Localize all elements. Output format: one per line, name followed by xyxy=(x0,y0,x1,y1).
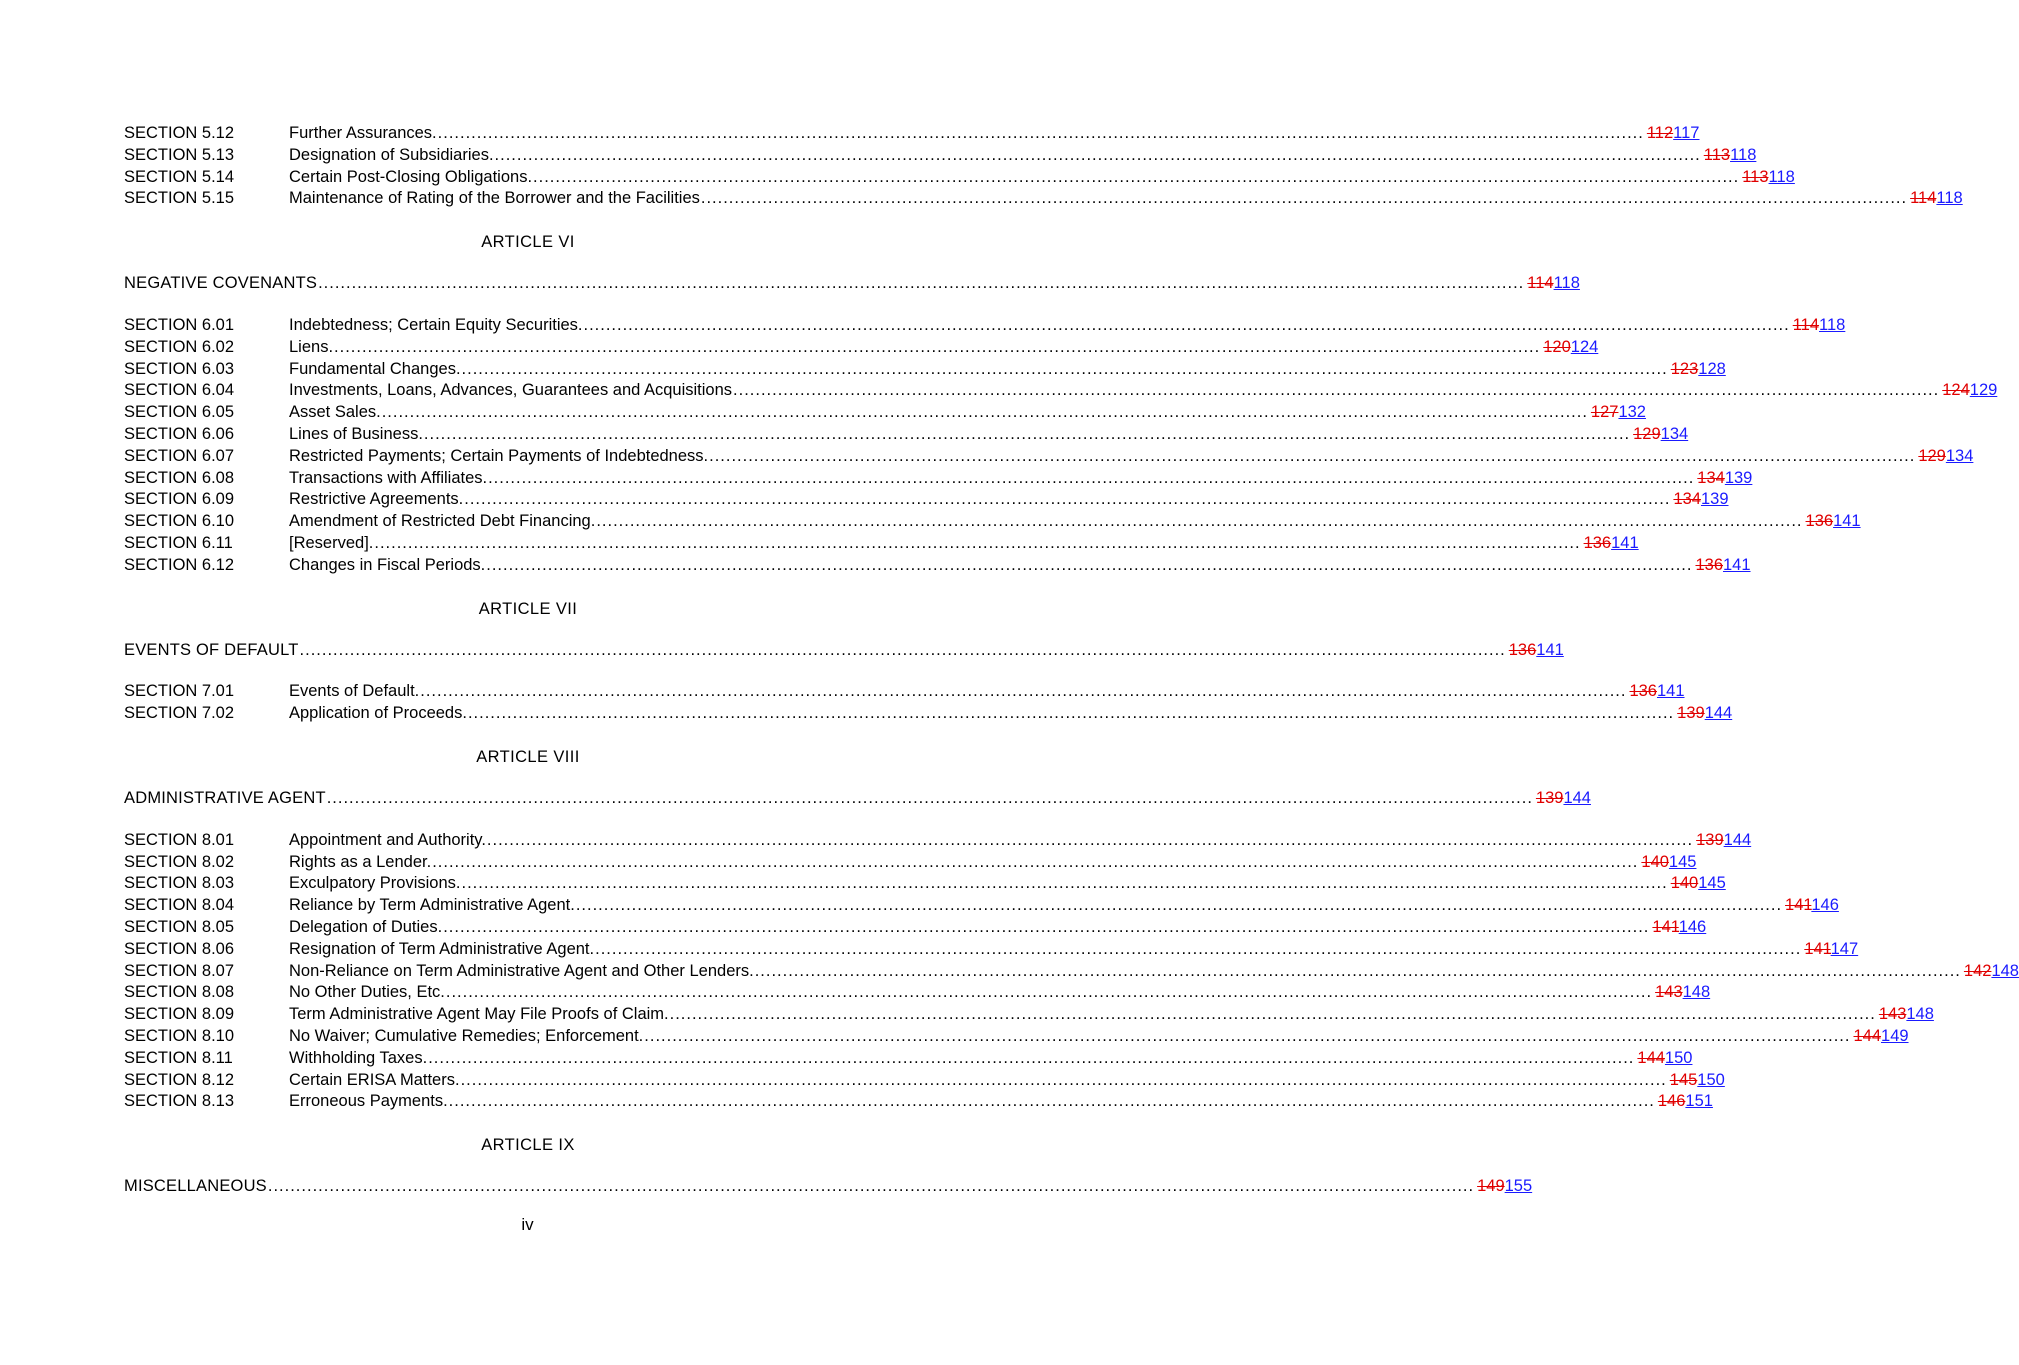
toc-entry[interactable] xyxy=(124,446,1974,469)
article-label: ARTICLE VIII xyxy=(476,747,580,766)
dot-leader xyxy=(446,983,1652,1002)
dot-leader xyxy=(268,1177,1474,1196)
dot-leader xyxy=(462,360,1668,379)
inserted-page-number-link[interactable]: 145 xyxy=(1698,874,1726,893)
spacer xyxy=(124,620,932,641)
deleted-page-number: 140 xyxy=(1670,874,1699,893)
section-number: SECTION 7.01 xyxy=(124,682,235,701)
dot-leader xyxy=(709,447,1915,466)
section-number: SECTION 8.08 xyxy=(124,983,235,1002)
spacer xyxy=(124,1114,932,1134)
dot-leader xyxy=(595,940,1801,959)
deleted-page-number: 127 xyxy=(1590,403,1619,422)
dot-leader xyxy=(487,831,1693,850)
section-title: Maintenance of Rating of the Borrower and the Facilities xyxy=(289,189,700,208)
dot-leader xyxy=(670,1005,1876,1024)
page-reference[interactable] xyxy=(1591,403,1646,422)
dot-leader xyxy=(486,556,1692,575)
dot-leader xyxy=(334,338,1540,357)
page-reference[interactable] xyxy=(1785,896,1839,915)
section-title: No Other Duties, Etc. xyxy=(289,983,445,1002)
inserted-page-number-link[interactable]: 155 xyxy=(1504,1177,1533,1196)
deleted-page-number: 143 xyxy=(1878,1005,1907,1024)
article-heading-entry[interactable] xyxy=(124,788,1591,811)
toc-entry[interactable] xyxy=(124,359,1726,382)
page-reference[interactable] xyxy=(1964,962,2019,981)
dot-leader xyxy=(428,1049,1634,1068)
page-reference[interactable] xyxy=(1742,168,1795,187)
toc-entry[interactable] xyxy=(124,852,1697,875)
section-title: Exculpatory Provisions. xyxy=(289,874,461,893)
deleted-page-number: 134 xyxy=(1673,490,1701,509)
spacer xyxy=(124,578,932,598)
page-reference[interactable] xyxy=(1509,641,1564,660)
inserted-page-number-link[interactable]: 141 xyxy=(1536,640,1564,659)
inserted-page-number-link[interactable]: 117 xyxy=(1673,124,1700,142)
deleted-page-number: 124 xyxy=(1942,381,1970,400)
section-title: Rights as a Lender. xyxy=(289,852,432,871)
deleted-page-number: 129 xyxy=(1633,424,1661,443)
page-reference[interactable] xyxy=(1697,469,1752,488)
toc-entry[interactable] xyxy=(124,145,1757,168)
toc-entry[interactable] xyxy=(124,1048,1693,1071)
inserted-page-number-link[interactable]: 151 xyxy=(1685,1092,1713,1111)
toc-entry[interactable] xyxy=(124,939,1859,962)
inserted-page-number-link[interactable]: 145 xyxy=(1668,852,1697,871)
deleted-page-number: 123 xyxy=(1670,359,1699,378)
deleted-page-number: 139 xyxy=(1696,830,1724,849)
section-number: SECTION 6.07 xyxy=(124,446,235,465)
section-number: SECTION 6.11 xyxy=(124,533,233,552)
deleted-page-number: 141 xyxy=(1785,896,1812,915)
section-number: SECTION 7.02 xyxy=(124,704,235,723)
deleted-page-number: 140 xyxy=(1641,852,1669,871)
inserted-page-number-link[interactable]: 141 xyxy=(1723,555,1751,574)
section-title: Restricted Payments; Certain Payments of Indebtedness. xyxy=(289,446,709,465)
section-number: SECTION 6.06 xyxy=(124,424,235,443)
page-reference[interactable] xyxy=(1696,831,1751,850)
article-heading-entry[interactable] xyxy=(124,274,1580,296)
inserted-page-number-link[interactable]: 132 xyxy=(1618,403,1646,422)
deleted-page-number: 136 xyxy=(1508,640,1537,659)
spacer xyxy=(124,1156,932,1177)
section-title: Changes in Fiscal Periods. xyxy=(289,555,486,574)
page-reference[interactable] xyxy=(1655,983,1710,1002)
section-title: Amendment of Restricted Debt Financing. xyxy=(289,512,596,531)
inserted-page-number-link[interactable]: 118 xyxy=(1936,189,1963,208)
toc-entry[interactable] xyxy=(124,1092,1713,1114)
page-reference[interactable] xyxy=(1629,682,1684,701)
section-number: SECTION 6.12 xyxy=(124,555,235,574)
dot-leader xyxy=(461,1071,1667,1090)
section-number: SECTION 8.04 xyxy=(124,896,235,915)
deleted-page-number: 129 xyxy=(1918,446,1946,465)
section-title: Indebtedness; Certain Equity Securities. xyxy=(289,315,583,334)
section-number: SECTION 5.14 xyxy=(124,167,235,186)
toc-entry[interactable] xyxy=(124,167,1795,190)
inserted-page-number-link[interactable]: 144 xyxy=(1723,830,1752,849)
toc-entry[interactable] xyxy=(124,983,1711,1005)
inserted-page-number-link[interactable]: 118 xyxy=(1730,145,1757,164)
spacer xyxy=(124,768,932,789)
spacer xyxy=(124,253,932,274)
deleted-page-number: 113 xyxy=(1703,145,1731,164)
page-number: iv xyxy=(521,1215,534,1234)
toc-entry[interactable] xyxy=(124,124,1700,146)
section-number: SECTION 6.09 xyxy=(124,490,235,509)
dot-leader xyxy=(327,789,1533,808)
dot-leader xyxy=(300,641,1506,660)
inserted-page-number-link[interactable]: 128 xyxy=(1698,359,1726,378)
page-reference[interactable] xyxy=(1671,874,1726,893)
page-reference[interactable] xyxy=(1641,853,1696,872)
inserted-page-number-link[interactable]: 149 xyxy=(1881,1026,1909,1045)
section-number: SECTION 8.03 xyxy=(124,874,235,893)
dot-leader xyxy=(424,425,1630,444)
inserted-page-number-link[interactable]: 144 xyxy=(1704,704,1733,723)
inserted-page-number-link[interactable]: 139 xyxy=(1724,468,1753,487)
article-title: ADMINISTRATIVE AGENT xyxy=(124,788,326,807)
toc-entry[interactable] xyxy=(124,704,1733,726)
section-number: SECTION 6.02 xyxy=(124,337,235,356)
page-reference[interactable] xyxy=(1804,940,1858,959)
deleted-page-number: 136 xyxy=(1695,555,1723,574)
page-reference[interactable] xyxy=(1918,447,1973,466)
toc-entry[interactable] xyxy=(124,917,1707,940)
section-number: SECTION 5.12 xyxy=(124,124,235,142)
section-title: Certain Post-Closing Obligations. xyxy=(289,167,533,186)
dot-leader xyxy=(464,490,1670,509)
section-title: Withholding Taxes. xyxy=(289,1048,428,1067)
article-title: EVENTS OF DEFAULT xyxy=(124,640,299,659)
dot-leader xyxy=(576,896,1782,915)
section-number: SECTION 6.10 xyxy=(124,512,235,531)
section-title: Delegation of Duties. xyxy=(289,917,443,936)
section-number: SECTION 5.13 xyxy=(124,145,235,164)
inserted-page-number-link[interactable]: 134 xyxy=(1660,424,1689,443)
inserted-page-number-link[interactable]: 148 xyxy=(1682,983,1711,1002)
toc-entry[interactable] xyxy=(124,381,1998,403)
section-number: SECTION 8.07 xyxy=(124,961,235,980)
page-reference[interactable] xyxy=(1647,124,1700,143)
section-number: SECTION 8.09 xyxy=(124,1005,235,1024)
deleted-page-number: 120 xyxy=(1543,337,1571,356)
inserted-page-number-link[interactable]: 139 xyxy=(1700,490,1729,509)
section-title: Fundamental Changes. xyxy=(289,359,461,378)
deleted-page-number: 141 xyxy=(1652,917,1679,936)
deleted-page-number: 114 xyxy=(1527,274,1554,293)
section-number: SECTION 6.05 xyxy=(124,403,235,422)
inserted-page-number-link[interactable]: 148 xyxy=(1906,1005,1934,1024)
toc-entry[interactable] xyxy=(124,533,1639,556)
section-title: Further Assurances. xyxy=(289,124,437,142)
dot-leader xyxy=(488,469,1694,488)
toc-entry[interactable] xyxy=(124,1026,1909,1049)
inserted-page-number-link[interactable]: 118 xyxy=(1553,274,1580,293)
section-number: SECTION 8.12 xyxy=(124,1070,235,1089)
page-reference[interactable] xyxy=(1806,512,1861,531)
toc-entry[interactable] xyxy=(124,189,1963,211)
spacer xyxy=(124,211,932,231)
dot-leader xyxy=(533,168,1739,187)
article-label: ARTICLE VII xyxy=(478,599,578,618)
deleted-page-number: 146 xyxy=(1657,1092,1686,1111)
deleted-page-number: 149 xyxy=(1477,1177,1505,1196)
page-reference[interactable] xyxy=(1670,1071,1725,1090)
toc-entry[interactable] xyxy=(124,468,1753,491)
section-title: No Waiver; Cumulative Remedies; Enforcement. xyxy=(289,1026,644,1045)
spacer xyxy=(124,662,932,682)
section-number: SECTION 8.05 xyxy=(124,917,235,936)
article-heading-entry[interactable] xyxy=(124,1177,1533,1199)
page-reference[interactable] xyxy=(1793,316,1846,335)
dot-leader xyxy=(462,874,1668,893)
table-of-contents xyxy=(124,124,2019,1199)
toc-entry[interactable] xyxy=(124,682,1685,704)
dot-leader xyxy=(701,189,1907,208)
inserted-page-number-link[interactable]: 148 xyxy=(1991,961,2019,980)
section-title: Restrictive Agreements. xyxy=(289,490,464,509)
inserted-page-number-link[interactable]: 144 xyxy=(1563,788,1591,807)
page-reference[interactable] xyxy=(1652,918,1706,937)
page-reference[interactable] xyxy=(1477,1177,1532,1196)
inserted-page-number-link[interactable]: 141 xyxy=(1833,512,1861,531)
section-title: Lines of Business. xyxy=(289,424,423,443)
section-number: SECTION 8.06 xyxy=(124,939,235,958)
toc-entry[interactable] xyxy=(124,896,1839,918)
inserted-page-number-link[interactable]: 141 xyxy=(1656,682,1685,701)
page-reference[interactable] xyxy=(1543,338,1598,357)
page-reference[interactable] xyxy=(1677,704,1732,723)
article-label: ARTICLE VI xyxy=(481,233,575,252)
section-number: SECTION 6.03 xyxy=(124,359,235,378)
deleted-page-number: 145 xyxy=(1669,1070,1698,1089)
spacer xyxy=(124,296,932,316)
section-title: Events of Default. xyxy=(289,682,420,701)
page-reference[interactable] xyxy=(1527,274,1580,293)
section-title: [Reserved]. xyxy=(289,533,374,552)
page-reference[interactable] xyxy=(1637,1049,1692,1068)
page-reference[interactable] xyxy=(1673,490,1728,509)
inserted-page-number-link[interactable]: 124 xyxy=(1570,337,1599,356)
inserted-page-number-link[interactable]: 150 xyxy=(1697,1070,1725,1089)
section-title: Liens. xyxy=(289,337,334,356)
article-title: MISCELLANEOUS xyxy=(124,1177,267,1196)
deleted-page-number: 112 xyxy=(1646,124,1674,142)
toc-entry[interactable] xyxy=(124,337,1599,360)
deleted-page-number: 136 xyxy=(1583,533,1612,552)
section-number: SECTION 8.11 xyxy=(124,1048,233,1067)
section-title: Term Administrative Agent May File Proofs of Claim. xyxy=(289,1005,669,1024)
section-title: Erroneous Payments. xyxy=(289,1092,448,1111)
deleted-page-number: 136 xyxy=(1629,682,1657,701)
section-title: Asset Sales. xyxy=(289,403,381,422)
page-reference[interactable] xyxy=(1695,556,1750,575)
inserted-page-number-link[interactable]: 150 xyxy=(1664,1048,1693,1067)
deleted-page-number: 134 xyxy=(1697,468,1725,487)
deleted-page-number: 144 xyxy=(1853,1026,1882,1045)
dot-leader xyxy=(733,381,1939,400)
section-title: Designation of Subsidiaries. xyxy=(289,145,494,164)
inserted-page-number-link[interactable]: 129 xyxy=(1969,381,1998,400)
deleted-page-number: 144 xyxy=(1637,1048,1665,1067)
dot-leader xyxy=(438,124,1644,143)
toc-entry[interactable] xyxy=(124,315,1846,338)
page-reference[interactable] xyxy=(1658,1092,1713,1111)
section-title: Appointment and Authority. xyxy=(289,830,486,849)
inserted-page-number-link[interactable]: 146 xyxy=(1811,896,1839,915)
section-number: SECTION 8.01 xyxy=(124,830,235,849)
dot-leader xyxy=(318,274,1524,293)
toc-entry[interactable] xyxy=(124,555,1751,578)
deleted-page-number: 136 xyxy=(1805,512,1834,531)
spacer xyxy=(124,811,932,831)
article-title: NEGATIVE COVENANTS xyxy=(124,274,318,293)
section-title: Reliance by Term Administrative Agent. xyxy=(289,896,575,915)
section-number: SECTION 6.08 xyxy=(124,468,235,487)
toc-entry[interactable] xyxy=(124,512,1861,534)
section-number: SECTION 5.15 xyxy=(124,189,235,208)
deleted-page-number: 114 xyxy=(1910,189,1937,208)
deleted-page-number: 113 xyxy=(1742,167,1769,186)
page-reference[interactable] xyxy=(1704,146,1757,165)
article-heading-entry[interactable] xyxy=(124,640,1564,663)
toc-entry[interactable] xyxy=(124,961,2019,984)
inserted-page-number-link[interactable]: 141 xyxy=(1611,533,1639,552)
section-number: SECTION 8.10 xyxy=(124,1026,235,1045)
page-reference[interactable] xyxy=(1536,789,1591,808)
toc-entry[interactable] xyxy=(124,1005,1934,1027)
dot-leader xyxy=(449,1092,1655,1111)
section-title: Transactions with Affiliates. xyxy=(289,468,488,487)
toc-entry[interactable] xyxy=(124,490,1729,512)
page-reference[interactable] xyxy=(1879,1005,1934,1024)
article-label: ARTICLE IX xyxy=(481,1136,575,1155)
section-number: SECTION 8.13 xyxy=(124,1092,235,1111)
page-reference[interactable] xyxy=(1942,381,1997,400)
deleted-page-number: 139 xyxy=(1535,788,1564,807)
toc-entry[interactable] xyxy=(124,424,1689,447)
deleted-page-number: 142 xyxy=(1963,961,1992,980)
deleted-page-number: 139 xyxy=(1677,704,1705,723)
section-number: SECTION 6.04 xyxy=(124,381,235,400)
deleted-page-number: 114 xyxy=(1792,315,1820,334)
toc-entry[interactable] xyxy=(124,874,1726,896)
toc-entry[interactable] xyxy=(124,403,1646,425)
spacer xyxy=(124,726,932,746)
page-reference[interactable] xyxy=(1633,425,1688,444)
section-title: Resignation of Term Administrative Agent. xyxy=(289,939,595,958)
toc-entry[interactable] xyxy=(124,830,1752,853)
dot-leader xyxy=(495,146,1701,165)
page-reference[interactable] xyxy=(1910,189,1963,208)
section-title: Application of Proceeds. xyxy=(289,704,467,723)
dot-leader xyxy=(432,853,1638,872)
dot-leader xyxy=(382,403,1588,422)
dot-leader xyxy=(443,918,1649,937)
toc-entry[interactable] xyxy=(124,1070,1725,1093)
inserted-page-number-link[interactable]: 146 xyxy=(1678,917,1707,936)
page-reference[interactable] xyxy=(1671,360,1726,379)
section-title: Certain ERISA Matters. xyxy=(289,1070,460,1089)
inserted-page-number-link[interactable]: 118 xyxy=(1768,167,1795,186)
dot-leader xyxy=(584,316,1790,335)
page-reference[interactable] xyxy=(1853,1027,1908,1046)
dot-leader xyxy=(420,682,1626,701)
inserted-page-number-link[interactable]: 118 xyxy=(1819,315,1846,334)
deleted-page-number: 143 xyxy=(1655,983,1683,1002)
dot-leader xyxy=(755,962,1961,981)
section-title: Non-Reliance on Term Administrative Agent and Other Lenders. xyxy=(289,961,754,980)
section-title: Investments, Loans, Advances, Guarantees and Acquisitions xyxy=(289,381,733,400)
page-reference[interactable] xyxy=(1584,534,1639,553)
section-number: SECTION 6.01 xyxy=(124,315,235,334)
dot-leader xyxy=(644,1027,1850,1046)
dot-leader xyxy=(596,512,1802,531)
section-number: SECTION 8.02 xyxy=(124,852,235,871)
deleted-page-number: 141 xyxy=(1804,939,1831,958)
inserted-page-number-link[interactable]: 134 xyxy=(1945,446,1974,465)
dot-leader xyxy=(468,704,1674,723)
inserted-page-number-link[interactable]: 147 xyxy=(1830,939,1859,958)
dot-leader xyxy=(374,534,1580,553)
